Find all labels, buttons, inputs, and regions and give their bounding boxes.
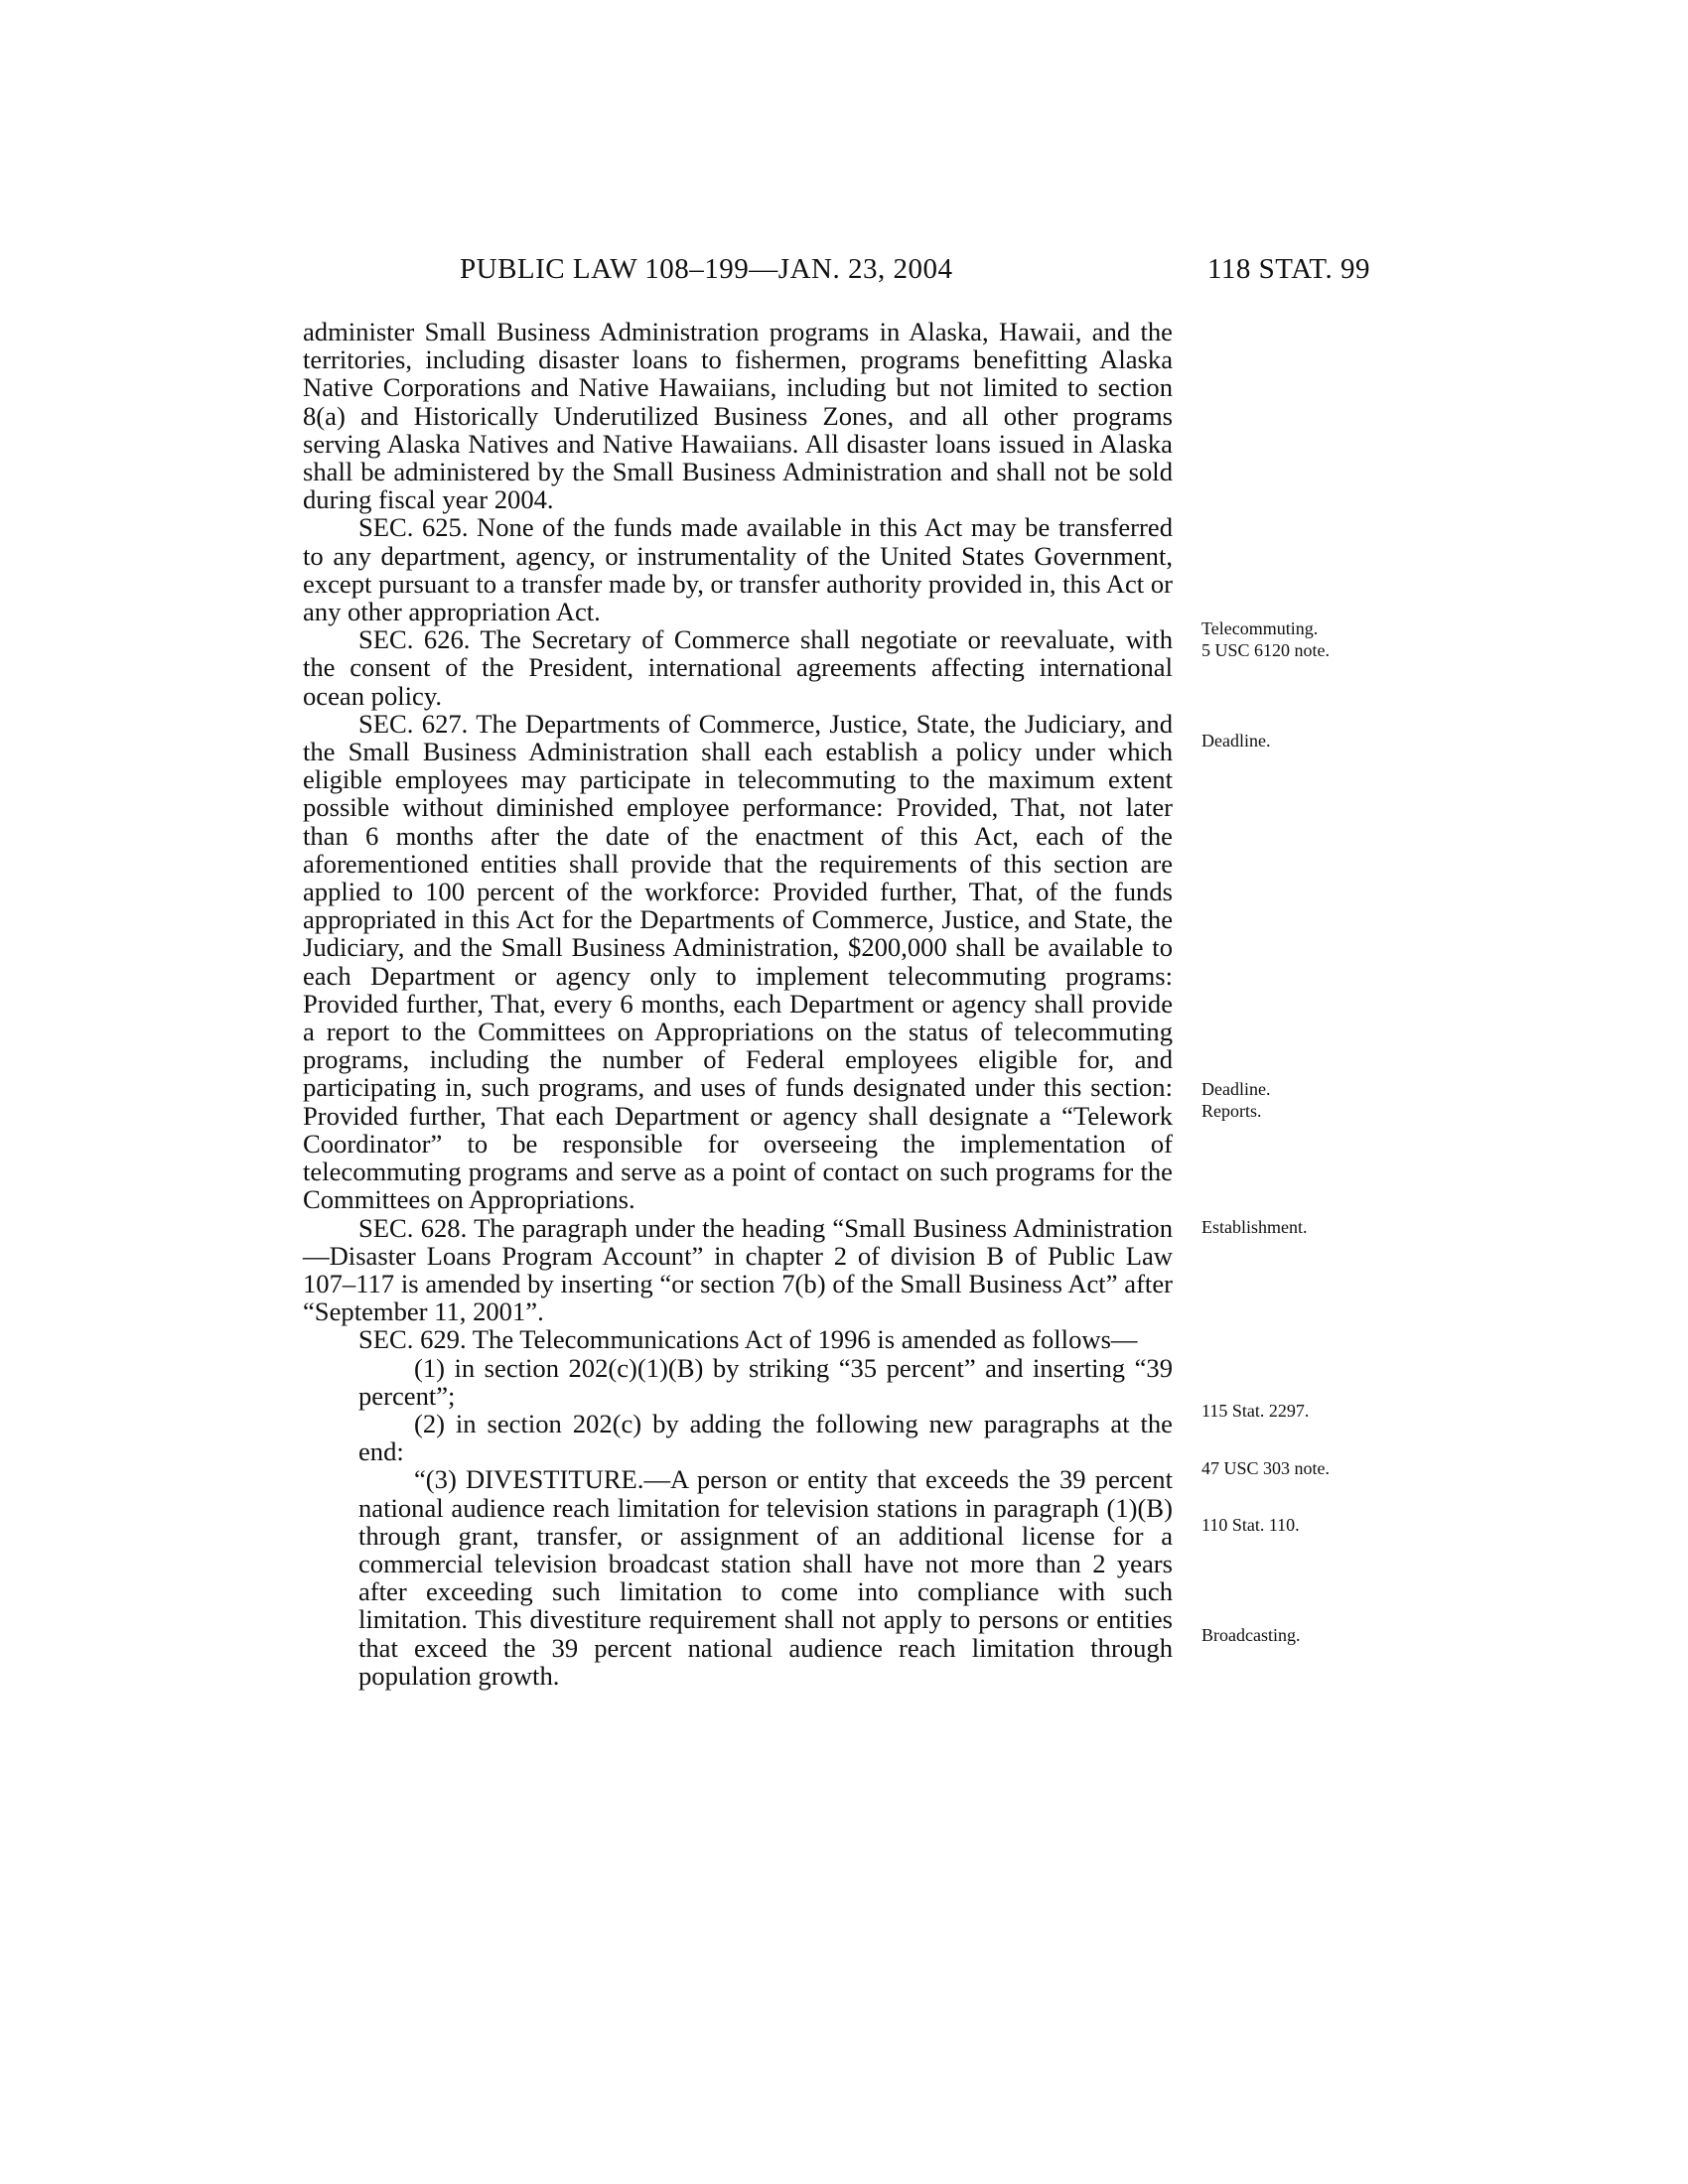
margin-note-line: Reports. xyxy=(1201,1101,1262,1121)
paragraph-item-1: (1) in section 202(c)(1)(B) by striking “35 percent” and inserting “39 percent”; xyxy=(358,1352,1173,1411)
paragraph-sec-629: SEC. 629. The Telecommunications Act of 1996 is amended as follows— xyxy=(358,1324,1138,1355)
paragraph-sec-626: SEC. 626. The Secretary of Commerce shall negotiate or reevaluate, with the consent of the President, international agreements affecting international ocean policy. xyxy=(303,624,1173,711)
paragraph-continued: administer Small Business Administration programs in Alaska, Hawaii, and the territories, including disaster loans to fishermen, programs benefitting Alaska Native Corporations and Native Hawaiians, including but not limited to section 8(a) and Historically Underutilized Business Zones, and all other programs serving Alaska Natives and Native Hawaiians. All disaster loans issued in Alaska shall be administered by the Small Business Administration and shall not be sold during fiscal year 2004. xyxy=(303,317,1173,515)
margin-note-line: Broadcasting. xyxy=(1201,1625,1301,1645)
margin-note-telecommuting xyxy=(1201,617,1330,661)
paragraph-item-2: (2) in section 202(c) by adding the following new paragraphs at the end: xyxy=(358,1408,1173,1467)
margin-note-broadcasting xyxy=(1201,1624,1300,1646)
margin-note-establishment xyxy=(1201,1216,1308,1238)
margin-note-line: 5 USC 6120 note. xyxy=(1201,640,1331,660)
margin-note-47-usc xyxy=(1201,1457,1330,1479)
margin-note-line: Deadline. xyxy=(1201,731,1271,751)
margin-note-line: 110 Stat. 110. xyxy=(1201,1515,1300,1535)
margin-note-deadline xyxy=(1201,730,1270,751)
paragraph-sec-628: SEC. 628. The paragraph under the heading “Small Business Administration—Disaster Loans Program Account” in chapter 2 of division B of Public Law 107–117 is amended by inserting “or section 7(b) of the Small Business Act” after “September 11, 2001”. xyxy=(303,1212,1173,1327)
margin-note-line: Telecommuting. xyxy=(1201,618,1319,638)
margin-note-line: 115 Stat. 2297. xyxy=(1201,1401,1310,1421)
margin-note-line: Deadline. xyxy=(1201,1079,1271,1099)
document-body xyxy=(303,318,1173,1690)
paragraph-sec-627: SEC. 627. The Departments of Commerce, Justice, State, the Judiciary, and the Small Business Administration shall each establish a policy under which eligible employees may participate in telecommuting to the maximum extent possible without diminished employee performance: Provided, That, not later than 6 months after the date of the enactment of this Act, each of the aforementioned entities shall provide that the requirements of this section are applied to 100 percent of the workforce: Provided further, That, of the funds appropriated in this Act for the Departments of Commerce, Justice, and State, the Judiciary, and the Small Business Administration, $200,000 shall be available to each Department or agency only to implement telecommuting programs: Provided further, That, every 6 months, each Department or agency shall provide a report to the Committees on Appropriations on the status of telecommuting programs, including the number of Federal employees eligible for, and participating in, such programs, and uses of funds designated under this section: Provided further, That each Department or agency shall designate a “Telework Coordinator” to be responsible for overseeing the implementation of telecommuting programs and serve as a point of contact on such programs for the Committees on Appropriations. xyxy=(303,708,1173,1215)
margin-note-deadline-reports xyxy=(1201,1078,1270,1122)
running-header xyxy=(0,253,1688,293)
margin-note-line: Establishment. xyxy=(1201,1217,1308,1237)
margin-note-115-stat xyxy=(1201,1400,1309,1422)
header-stat-page: 118 STAT. 99 xyxy=(1207,253,1370,285)
header-title: PUBLIC LAW 108–199—JAN. 23, 2004 xyxy=(460,253,953,285)
margin-note-110-stat xyxy=(1201,1514,1300,1536)
margin-note-line: 47 USC 303 note. xyxy=(1201,1458,1331,1478)
paragraph-divestiture: “(3) DIVESTITURE.—A person or entity that exceeds the 39 percent national audience reach limitation for television stations in paragraph (1)(B) through grant, transfer, or assignment of an additional license for a commercial television broadcast station shall have not more than 2 years after exceeding such limitation to come into compliance with such limitation. This divestiture requirement shall not apply to persons or entities that exceed the 39 percent national audience reach limitation through population growth. xyxy=(358,1464,1173,1691)
paragraph-sec-625: SEC. 625. None of the funds made available in this Act may be transferred to any department, agency, or instrumentality of the United States Government, except pursuant to a transfer made by, or transfer authority provided in, this Act or any other appropriation Act. xyxy=(303,512,1173,627)
